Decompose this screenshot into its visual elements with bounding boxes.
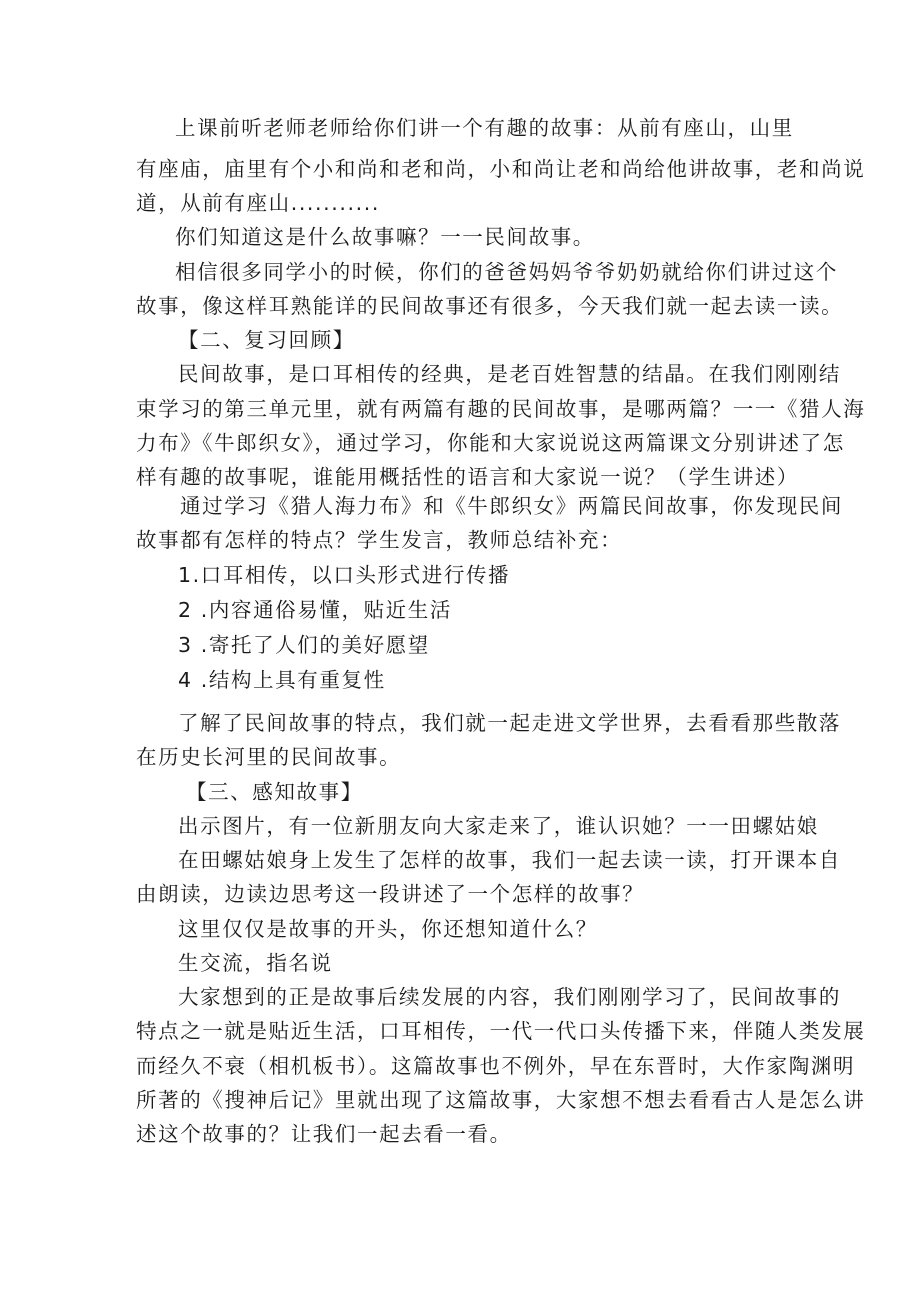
paragraph-line: 述这个故事的？让我们一起去看一看。 [136, 1122, 512, 1146]
paragraph-line: 了解了民间故事的特点，我们就一起走进文学世界，去看看那些散落 [178, 711, 841, 735]
paragraph-line: 上课前听老师老师给你们讲一个有趣的故事：从前有座山，山里 [175, 116, 794, 140]
list-item: 4 .结构上具有重复性 [178, 668, 386, 692]
paragraph-line: 这里仅仅是故事的开头，你还想知道什么？ [178, 917, 598, 941]
paragraph-line: 而经久不衰（相机板书）。这篇故事也不例外，早在东晋时，大作家陶渊明 [136, 1054, 856, 1078]
paragraph-line: 束学习的第三单元里，就有两篇有趣的民间故事，是哪两篇？一一《猎人海 [136, 397, 866, 421]
paragraph-line: 通过学习《猎人海力布》和《牛郎织女》两篇民间故事，你发现民间 [180, 494, 843, 518]
paragraph-line: 样有趣的故事呢，谁能用概括性的语言和大家说一说？（学生讲述） [136, 465, 799, 489]
list-item: 3 .寄托了人们的美好愿望 [178, 633, 430, 657]
paragraph-line: 故事都有怎样的特点？学生发言，教师总结补充： [136, 528, 623, 552]
paragraph-line: 在历史长河里的民间故事。 [136, 745, 402, 769]
paragraph-line: 在田螺姑娘身上发生了怎样的故事，我们一起去读一读，打开课本自 [178, 848, 841, 872]
section-heading: 【三、感知故事】 [186, 780, 363, 804]
paragraph-line: 所著的《搜神后记》里就出现了这篇故事，大家想不想去看看古人是怎么讲 [136, 1088, 866, 1112]
paragraph-line: 由朗读，边读边思考这一段讲述了一个怎样的故事？ [136, 882, 645, 906]
list-item: 2 .内容通俗易懂，贴近生活 [178, 598, 452, 622]
paragraph-line: 特点之一就是贴近生活，口耳相传，一代一代口头传播下来，伴随人类发展 [136, 1019, 866, 1043]
paragraph-line: 故事，像这样耳熟能详的民间故事还有很多，今天我们就一起去读一读。 [136, 294, 844, 318]
paragraph-line: 民间故事，是口耳相传的经典，是老百姓智慧的结晶。在我们刚刚结 [178, 362, 841, 386]
section-heading: 【二、复习回顾】 [178, 328, 355, 352]
paragraph-line: 力布》《牛郎织女》，通过学习，你能和大家说说这两篇课文分别讲述了怎 [136, 431, 845, 455]
list-item: 1.口耳相传，以口头形式进行传播 [178, 563, 511, 587]
paragraph-line: 有座庙，庙里有个小和尚和老和尚，小和尚让老和尚给他讲故事，老和尚说 [136, 157, 866, 181]
paragraph-line: 你们知道这是什么故事嘛？一一民间故事。 [175, 225, 595, 249]
paragraph-line: 相信很多同学小的时候，你们的爸爸妈妈爷爷奶奶就给你们讲过这个 [175, 260, 838, 284]
paragraph-line: 道，从前有座山........... [136, 191, 380, 215]
paragraph-line: 生交流，指名说 [178, 951, 333, 975]
paragraph-line: 大家想到的正是故事后续发展的内容，我们刚刚学习了，民间故事的 [178, 985, 841, 1009]
paragraph-line: 出示图片，有一位新朋友向大家走来了，谁认识她？一一田螺姑娘 [178, 814, 819, 838]
